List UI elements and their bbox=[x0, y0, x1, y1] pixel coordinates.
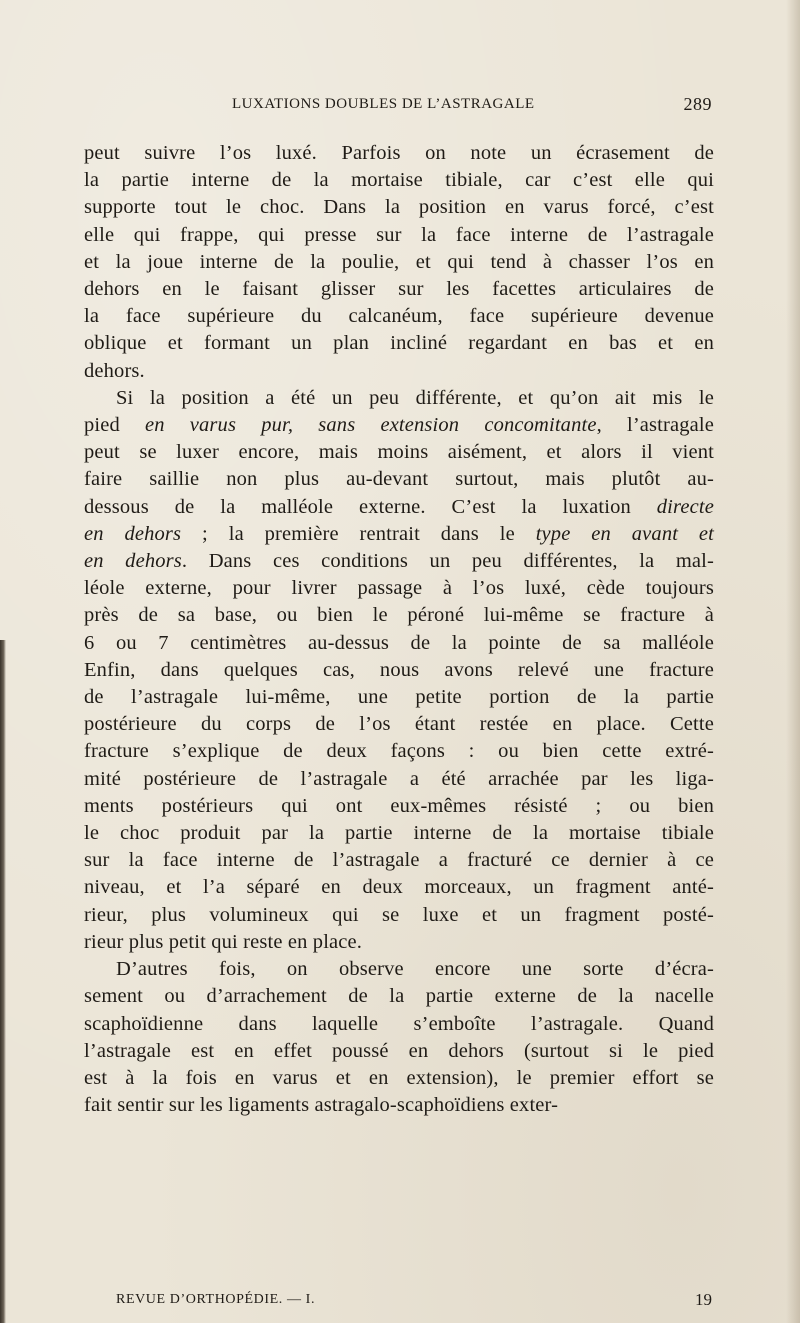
italic-run: directe bbox=[656, 495, 714, 518]
text-line: peut se luxer encore, mais moins aisément, et alors il vient bbox=[84, 441, 714, 464]
text-line: la partie interne de la mortaise tibiale, car c’est elle qui bbox=[84, 169, 714, 192]
text-run: pied bbox=[84, 414, 146, 437]
text-run: , l’astragale bbox=[596, 414, 714, 437]
running-title: LUXATIONS DOUBLES DE L’ASTRAGALE bbox=[232, 96, 535, 112]
text-line: D’autres fois, on observe encore une sorte d’écra- bbox=[116, 958, 714, 981]
text-line: peut suivre l’os luxé. Parfois on note un écrasement de bbox=[84, 142, 714, 164]
text-line: dehors en le faisant glisser sur les facettes articulaires de bbox=[84, 278, 714, 301]
text-line: oblique et formant un plan incliné regardant en bas et en bbox=[84, 332, 714, 355]
page-binding-shadow bbox=[0, 640, 6, 1323]
text-line: supporte tout le choc. Dans la position en varus forcé, c’est bbox=[84, 196, 714, 219]
text-line: postérieure du corps de l’os étant restée en place. Cette bbox=[84, 713, 714, 736]
text-line: le choc produit par la partie interne de la mortaise tibiale bbox=[84, 822, 714, 845]
text-run: dessous de la malléole externe. C’est la luxation bbox=[84, 495, 657, 518]
paragraph bbox=[84, 140, 714, 385]
text-line: léole externe, pour livrer passage à l’os luxé, cède toujours bbox=[84, 577, 714, 600]
text-line: Si la position a été un peu différente, et qu’on ait mis le bbox=[116, 386, 714, 409]
text-line: fracture s’explique de deux façons : ou bien cette extré- bbox=[84, 740, 714, 763]
page-edge-shadow bbox=[786, 0, 800, 1323]
text-line: sement ou d’arrachement de la partie externe de la nacelle bbox=[84, 985, 714, 1008]
text-line: est à la fois en varus et en extension), le premier effort se bbox=[84, 1066, 714, 1089]
body-text bbox=[84, 140, 714, 1119]
page-number: 289 bbox=[683, 94, 712, 114]
text-line: dehors. bbox=[84, 359, 145, 382]
text-line: près de sa base, ou bien le péroné lui-même se fracture à bbox=[84, 604, 714, 627]
running-head bbox=[232, 96, 712, 120]
text-line: 6 ou 7 centimètres au-dessus de la pointe de sa malléole bbox=[84, 631, 714, 654]
text-line: mité postérieure de l’astragale a été arrachée par les liga- bbox=[84, 767, 714, 790]
text-run: . Dans ces conditions un peu différentes, la mal- bbox=[181, 550, 714, 573]
italic-run: en varus pur, sans extension concomitante bbox=[145, 414, 597, 437]
text-run: ; la première rentrait dans le bbox=[181, 522, 536, 545]
text-line: l’astragale est en effet poussé en dehors (surtout si le pied bbox=[84, 1039, 714, 1062]
text-line: elle qui frappe, qui presse sur la face interne de l’astragale bbox=[84, 223, 714, 246]
text-line: fait sentir sur les ligaments astragalo-scaphoïdiens exter- bbox=[84, 1094, 559, 1117]
text-line: rieur, plus volumineux qui se luxe et un fragment posté- bbox=[84, 903, 714, 926]
text-line bbox=[84, 494, 714, 521]
text-line: faire saillie non plus au-devant surtout, mais plutôt au- bbox=[84, 468, 714, 491]
text-line: rieur plus petit qui reste en place. bbox=[84, 930, 363, 953]
italic-run: en dehors bbox=[84, 522, 182, 545]
text-line: scaphoïdienne dans laquelle s’emboîte l’astragale. Quand bbox=[84, 1012, 714, 1035]
paragraph bbox=[84, 385, 714, 956]
text-line: niveau, et l’a séparé en deux morceaux, un fragment anté- bbox=[84, 876, 714, 899]
text-line: sur la face interne de l’astragale a fracturé ce dernier à ce bbox=[84, 849, 714, 872]
journal-footer: REVUE D’ORTHOPÉDIE. — I. bbox=[116, 1292, 316, 1307]
text-line: la face supérieure du calcanéum, face supérieure devenue bbox=[84, 305, 714, 328]
text-line: de l’astragale lui-même, une petite portion de la partie bbox=[84, 686, 714, 709]
text-line: et la joue interne de la poulie, et qui tend à chasser l’os en bbox=[84, 250, 714, 273]
page-footer bbox=[116, 1290, 712, 1322]
text-line: ments postérieurs qui ont eux-mêmes résisté ; ou bien bbox=[84, 794, 714, 817]
italic-run: en dehors bbox=[84, 550, 182, 573]
text-line bbox=[84, 548, 714, 575]
paragraph bbox=[84, 956, 714, 1119]
signature-mark: 19 bbox=[695, 1290, 712, 1309]
text-line bbox=[84, 412, 714, 439]
italic-run: type en avant et bbox=[535, 522, 714, 545]
text-line bbox=[84, 521, 714, 548]
text-line: Enfin, dans quelques cas, nous avons relevé une fracture bbox=[84, 658, 714, 681]
